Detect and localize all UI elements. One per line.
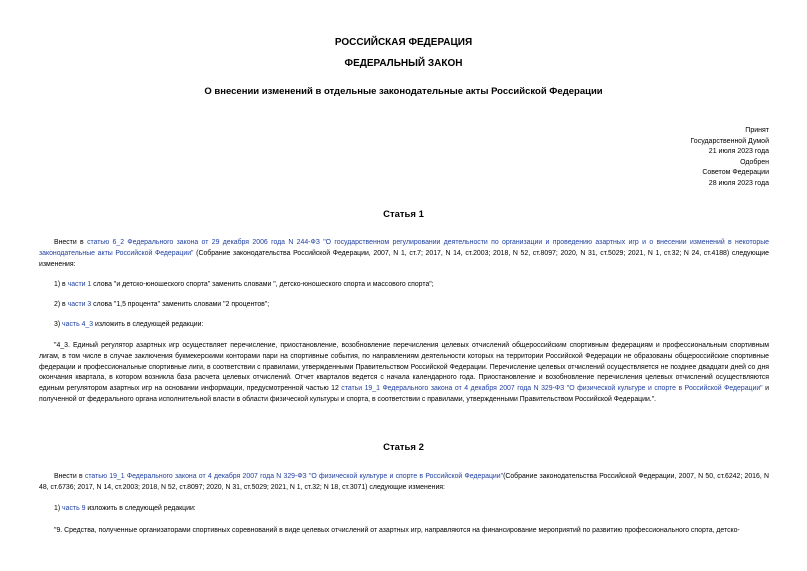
text: Внести в <box>54 473 85 480</box>
law-title: О внесении изменений в отдельные законодательные акты Российской Федерации <box>204 86 603 97</box>
text: слова "и детско-юношеского спорта" заменить словами ", детско-юношеского спорта и массового спорта"; <box>91 281 434 288</box>
text: 1) <box>54 505 63 512</box>
part-link[interactable]: часть 4_3 <box>62 321 94 328</box>
law-link[interactable]: статью 6_2 Федерального закона от 29 декабря 2006 года N 244-ФЗ "О государственном регулировании деятельности по организации и проведению азартных игр и о внесении изменений в некоторые законодательные акты Российской Федерации" <box>39 239 769 257</box>
text: 1) в <box>54 281 68 288</box>
article-2-item-1 <box>39 504 769 515</box>
article-1-item-1 <box>39 280 769 291</box>
text: Внести в <box>54 239 88 246</box>
article-2-heading: Статья 2 <box>383 442 424 453</box>
acceptance-line: 21 июля 2023 года <box>708 148 769 155</box>
acceptance-line: 28 июля 2023 года <box>708 179 769 187</box>
text: изложить в следующей редакции: <box>85 505 196 512</box>
acceptance-line: Государственной Думой <box>690 137 769 145</box>
acceptance-line: Советом Федерации <box>702 169 769 176</box>
text: (Собрание законодательства Российской Федерации, 2007, N 1, ст.7; 2017, N 14, ст.2003; 2018, N 52, ст.8097; 2020, N 31, ст.5029; 2021, N 1, ст.32; N 24, ст.4188) следующие изменения: <box>39 249 769 268</box>
text: (Собрание законодательства Российской Федерации, 2007, N 50, ст.6242; 2016, N 48, ст.6736; 2017, N 14, ст.2003; 2018, N 52, ст.8097; 2020, N 31, ст.5029; 2021, N 1, ст.32; N 18, ст.3071) следующие изменения: <box>39 473 769 491</box>
text: 2) в <box>54 301 68 308</box>
part-link[interactable]: часть 9 <box>62 505 86 512</box>
country-heading: РОССИЙСКАЯ ФЕДЕРАЦИЯ <box>334 37 473 48</box>
law-link[interactable]: статью 19_1 Федерального закона от 4 декабря 2007 года N 329-ФЗ "О физической культуре и спорте в Российской Федерации" <box>84 473 504 480</box>
article-1-item-3 <box>39 320 769 331</box>
acceptance-line: Принят <box>745 127 769 134</box>
part-link[interactable]: части 1 <box>67 281 92 288</box>
law-link[interactable]: статьи 19_1 Федерального закона от 4 декабря 2007 года N 329-ФЗ "О физической культуре и спорте в Российской Федерации" <box>341 385 763 393</box>
acceptance-block <box>569 126 769 189</box>
article-1-quote <box>39 341 769 406</box>
text: "9. Средства, полученные организаторами спортивных соревнований в виде целевых отчислений от азартных игр, направляются на финансирование мероприятий по развитию профессионального спорта, детско- <box>54 527 740 534</box>
acceptance-line: Одобрен <box>740 158 769 166</box>
article-1-intro <box>39 238 769 270</box>
text: изложить в следующей редакции: <box>93 321 204 328</box>
part-link[interactable]: части 3 <box>67 301 92 308</box>
text: "4_3. Единый регулятор азартных игр осуществляет перечисление, приостановление, возобновление перечисления целевых отчислений общероссийским спортивным федерациям и профессиональным спортивным лигам, в том числе в случае заключения букмекерскими конторами пари на спортивные события, по направлениям деятельности которых на территории Российской Федерации не образованы общероссийские спортивные федерации и профессиональные спортивные лиги, в соответствии с правилами, утвержденными Правительством Российской Федерации. Перечисление целевых отчислений осуществляется не позднее двадцати дней со дня окончания квартала, в котором возникла база расчета целевых отчислений. Отчет кварталов ведется с начала календарного года. Приостановление и возобновление перечисления целевых отчислений осуществляются единым регулятором азартных игр на основании информации, предусмотренной частью 12 <box>39 342 769 393</box>
text: и полученной от федерального органа исполнительной власти в области физической культуры и спорта, в соответствии с правилами, утвержденными Правительством Российской Федерации.". <box>39 385 769 403</box>
article-1-item-2 <box>39 300 769 311</box>
article-2-quote <box>39 526 769 537</box>
article-2-intro <box>39 472 769 494</box>
law-type-heading: ФЕДЕРАЛЬНЫЙ ЗАКОН <box>344 58 463 69</box>
article-1-heading: Статья 1 <box>383 209 424 220</box>
text: 3) <box>54 321 63 328</box>
text: слова "1,5 процента" заменить словами "2 процентов"; <box>91 301 270 308</box>
